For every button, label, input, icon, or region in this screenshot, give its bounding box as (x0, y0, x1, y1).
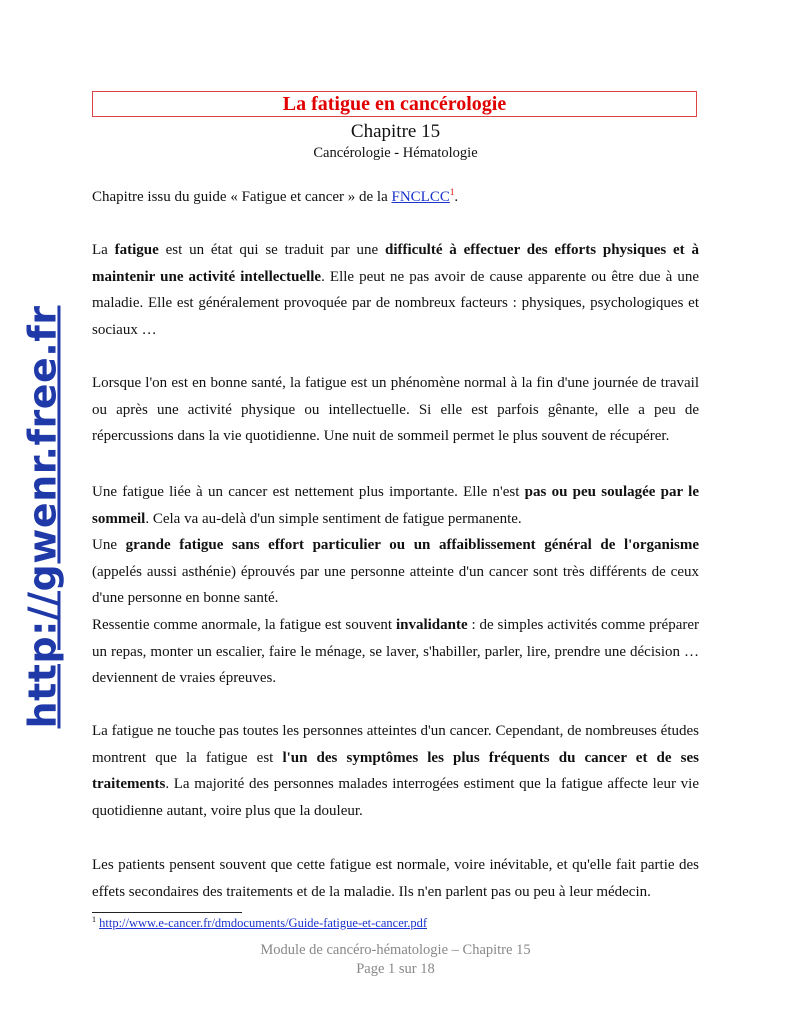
footnote-ref[interactable]: 1 (449, 187, 455, 197)
intro-text-end: . (454, 189, 459, 205)
text-run: . La majorité des personnes malades interrogées estiment que la fatigue affecte leur vie quotidienne autant, voire plus que la douleur. (92, 776, 699, 819)
chapter-heading: Chapitre 15 (350, 121, 441, 142)
text-run: La fatigue ne touche pas toutes les personnes atteintes d'un cancer. Cependant, de nombreuses études montrent que la fatigue est (92, 723, 699, 766)
page-footer (92, 941, 699, 979)
bold-run: fatigue (114, 242, 159, 258)
text-run: Ressentie comme anormale, la fatigue est souvent (92, 617, 396, 633)
text-run: (appelés aussi asthénie) éprouvés par une personne atteinte d'un cancer sont très différents de ceux d'une personne en bonne santé. (92, 563, 699, 606)
text-run: . Elle peut ne pas avoir de cause apparente ou être due à une maladie. Elle est généralement provoquée par de nombreux facteurs : physiques, psychologiques et sociaux … (92, 268, 699, 338)
bold-run: l'un des symptômes les plus fréquents du cancer et de ses traitements (92, 749, 699, 792)
paragraph-invalidante (92, 612, 699, 692)
paragraph-frequence (92, 718, 699, 824)
paragraph-normal-fatigue (92, 370, 699, 450)
text-run: Une (92, 537, 126, 553)
watermark[interactable] (20, 305, 65, 729)
footnote-divider (92, 912, 242, 913)
footer-module: Module de cancéro-hématologie – Chapitre 15 (260, 942, 531, 958)
text-run: Une fatigue liée à un cancer est nettement plus importante. Elle n'est (92, 484, 525, 500)
footnote-link[interactable]: http://www.e-cancer.fr/dmdocuments/Guide-fatigue-et-cancer.pdf (99, 916, 427, 930)
text-run: Lorsque l'on est en bonne santé, la fatigue est un phénomène normal à la fin d'une journée de travail ou après une activité physique ou intellectuelle. Si elle est parfois gênante, elle a peu de répercussions dans la vie quotidienne. Une nuit de sommeil permet le plus souvent de récupérer. (92, 375, 699, 444)
bold-run: grande fatigue sans effort particulier ou un affaiblissement général de l'organisme (125, 537, 699, 553)
page-title: La fatigue en cancérologie (282, 93, 507, 115)
paragraph-asthenie (92, 532, 699, 612)
footnote (92, 915, 427, 931)
text-run: . Cela va au-delà d'un simple sentiment de fatigue permanente. (145, 510, 522, 527)
title-box (92, 91, 697, 117)
fnclcc-link[interactable]: FNCLCC (391, 189, 450, 205)
intro-paragraph (92, 184, 699, 211)
chapter-subtitle: Cancérologie - Hématologie (313, 145, 478, 161)
bold-run: difficulté à effectuer des efforts physiques et à maintenir une activité intellectuelle (92, 242, 699, 285)
intro-text: Chapitre issu du guide « Fatigue et cancer » de la (92, 189, 392, 205)
bold-run: invalidante (395, 617, 468, 633)
paragraph-cancer-fatigue (92, 479, 699, 532)
footnote-number: 1 (92, 914, 96, 924)
text-run: est un état qui se traduit par une (158, 242, 386, 258)
paragraph-patients (92, 852, 699, 905)
footer-page-number: Page 1 sur 18 (356, 961, 435, 977)
bold-run: pas ou peu soulagée par le sommeil (92, 484, 699, 527)
text-run: La (92, 242, 115, 258)
text-run: Les patients pensent souvent que cette fatigue est normale, voire inévitable, et qu'elle fait partie des effets secondaires des traitements et de la maladie. Ils n'en parlent pas ou peu à leur médecin. (92, 857, 699, 900)
watermark-link[interactable]: http://gwenr.free.fr (20, 305, 65, 729)
paragraph-definition (92, 237, 699, 343)
text-run: : de simples activités comme préparer un repas, monter un escalier, faire le ménage, se laver, s'habiller, parler, lire, prendre une décision … deviennent de vraies épreuves. (92, 617, 699, 686)
